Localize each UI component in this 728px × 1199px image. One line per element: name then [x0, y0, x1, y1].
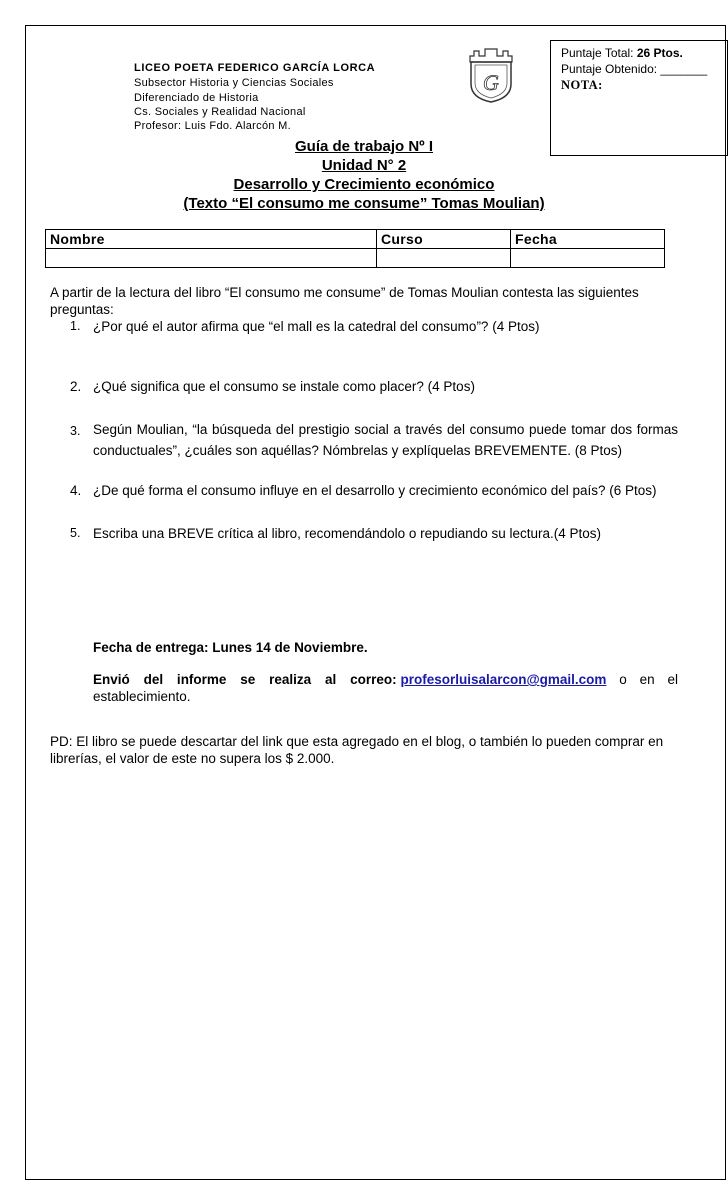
question-text: Según Moulian, “la búsqueda del prestigio social a través del consumo puede tomar dos formas conductuales”, ¿cuáles son aquéllas? Nómbrelas y explíquelas BREVEMENTE. (8 Ptos) [93, 422, 678, 458]
question-number: 4. [70, 483, 82, 498]
content [50, 284, 678, 542]
obtained-score: Puntaje Obtenido: _______ [561, 62, 708, 76]
question-number: 2. [70, 379, 82, 394]
delivery-info [93, 671, 678, 705]
intro-text: A partir de la lectura del libro “El consumo me consume” de Tomas Moulian contesta las siguientes preguntas: [50, 285, 639, 317]
question-number: 1. [70, 319, 81, 333]
nombre-field[interactable] [46, 249, 377, 268]
delivery-date [93, 639, 678, 656]
svg-text:G: G [483, 70, 499, 95]
school-line: Cs. Sociales y Realidad Nacional [134, 105, 306, 118]
list-item [50, 318, 678, 335]
question-text: Escriba una BREVE crítica al libro, recomendándolo o repudiando su lectura.(4 Ptos) [93, 526, 602, 541]
guide-title: Guía de trabajo Nº I [294, 138, 433, 155]
ps-note: PD: El libro se puede descartar del link que esta agregado en el blog, o también lo pueden comprar en librerías, el valor de este no supera los $ 2.000. [50, 733, 664, 766]
list-item [50, 481, 678, 500]
send-label: Envió del informe se realiza al correo: [93, 672, 397, 687]
school-line: Subsector Historia y Ciencias Sociales [134, 77, 334, 90]
fecha-header: Fecha [511, 230, 665, 249]
delivery-date-text: Fecha de entrega: Lunes 14 de Noviembre. [93, 640, 368, 655]
text-title: (Texto “El consumo me consume” Tomas Moulian) [183, 195, 545, 212]
email-link[interactable]: profesorluisalarcon@gmail.com [400, 672, 607, 687]
school-header [134, 61, 375, 133]
curso-field[interactable] [377, 249, 511, 268]
question-text: ¿Por qué el autor afirma que “el mall es la catedral del consumo”? (4 Ptos) [93, 319, 540, 334]
total-score-value: 26 Ptos. [636, 46, 683, 60]
question-number: 5. [70, 526, 81, 540]
fecha-field[interactable] [511, 249, 665, 268]
total-score [561, 45, 727, 61]
send-tail: o en el establecimiento. [93, 672, 678, 704]
question-text: ¿Qué significa que el consumo se instale como placer? (4 Ptos) [93, 379, 475, 394]
question-text: ¿De qué forma el consumo influye en el desarrollo y crecimiento económico del país? (6 Ptos) [93, 483, 657, 498]
unit-title: Unidad N° 2 [321, 157, 407, 174]
question-list [50, 318, 678, 542]
student-info-table [45, 229, 665, 268]
list-item [50, 378, 678, 395]
nota-label: NOTA: [561, 78, 603, 92]
topic-title: Desarrollo y Crecimiento económico [233, 176, 495, 193]
question-number: 3. [70, 424, 81, 438]
school-name: LICEO POETA FEDERICO GARCÍA LORCA [134, 62, 376, 74]
table-row [46, 249, 665, 268]
nombre-header: Nombre [46, 230, 377, 249]
table-row [46, 230, 665, 249]
school-line: Diferenciado de Historia [134, 91, 259, 104]
school-crest-icon [466, 46, 516, 104]
list-item [50, 525, 678, 542]
school-line: Profesor: Luis Fdo. Alarcón M. [134, 120, 291, 133]
curso-header: Curso [377, 230, 511, 249]
list-item [50, 419, 678, 461]
total-score-label: Puntaje Total: [561, 46, 637, 60]
